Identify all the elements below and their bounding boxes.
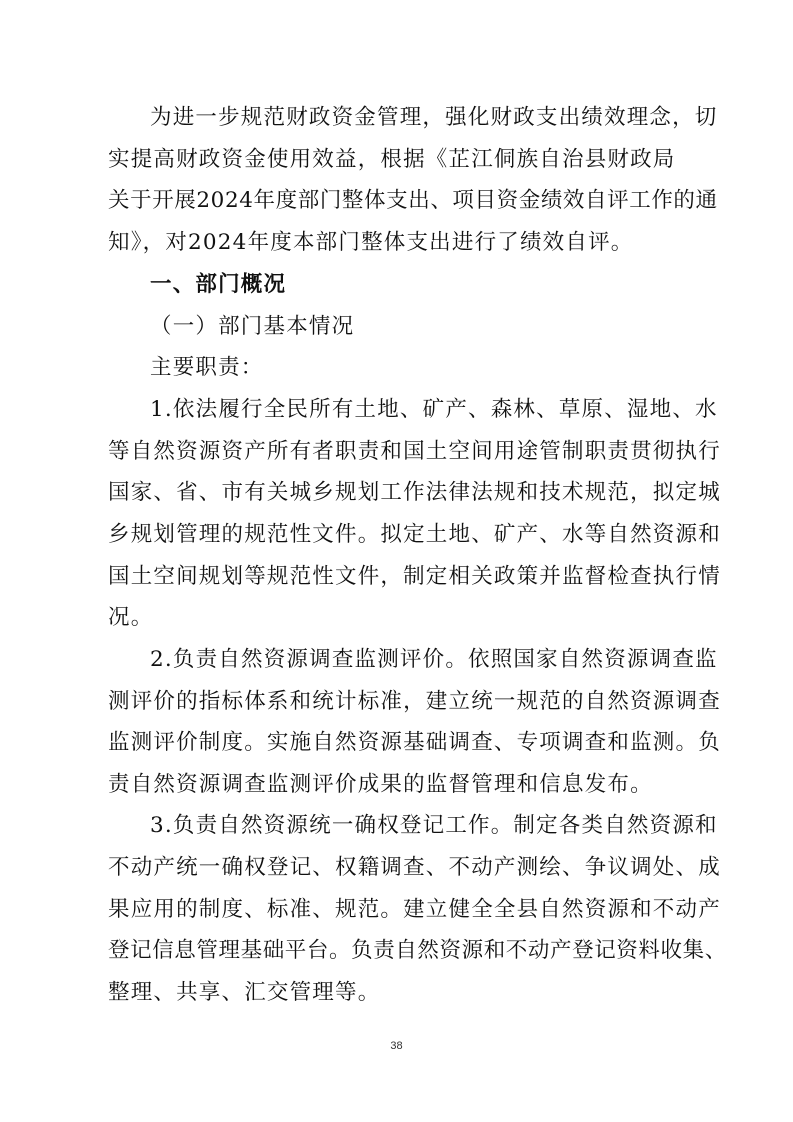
intro-line-2: 实提高财政资金使用效益，根据《芷江侗族自治县财政局 xyxy=(108,147,676,172)
item1-line-2: 等自然资源资产所有者职责和国土空间用途管制职责贯彻执行 xyxy=(108,439,721,464)
intro-line-1: 为进一步规范财政资金管理，强化财政支出绩效理念，切 xyxy=(150,105,718,130)
item1-line-5: 国土空间规划等规范性文件，制定相关政策并监督检查执行情 xyxy=(108,564,721,589)
item3-line-5: 整理、共享、汇交管理等。 xyxy=(108,980,381,1005)
item1-line-6: 况。 xyxy=(108,605,154,630)
duties-label: 主要职责： xyxy=(150,355,264,380)
page-number: 38 xyxy=(390,1040,403,1052)
item2-line-3: 监测评价制度。实施自然资源基础调查、专项调查和监测。负 xyxy=(108,730,721,755)
intro-line-3: 关于开展2024年度部门整体支出、项目资金绩效自评工作的通 xyxy=(108,188,718,213)
item3-line-4: 登记信息管理基础平台。负责自然资源和不动产登记资料收集、 xyxy=(108,938,727,963)
item1-line-3: 国家、省、市有关城乡规划工作法律法规和技术规范，拟定城 xyxy=(108,480,721,505)
section-heading: 一、部门概况 xyxy=(150,272,287,297)
item2-line-4: 责自然资源调查监测评价成果的监督管理和信息发布。 xyxy=(108,772,653,797)
item1-line-1: 1.依法履行全民所有土地、矿产、森林、草原、湿地、水 xyxy=(150,397,718,422)
item2-line-1: 2.负责自然资源调查监测评价。依照国家自然资源调查监 xyxy=(150,647,718,672)
item2-line-2: 测评价的指标体系和统计标准，建立统一规范的自然资源调查 xyxy=(108,689,721,714)
item1-line-4: 乡规划管理的规范性文件。拟定土地、矿产、水等自然资源和 xyxy=(108,522,721,547)
intro-line-4: 知》，对2024年度本部门整体支出进行了绩效自评。 xyxy=(108,230,634,255)
item3-line-3: 果应用的制度、标准、规范。建立健全全县自然资源和不动产 xyxy=(108,897,721,922)
item3-line-2: 不动产统一确权登记、权籍调查、不动产测绘、争议调处、成 xyxy=(108,855,721,880)
subsection-heading: （一）部门基本情况 xyxy=(150,314,355,339)
item3-line-1: 3.负责自然资源统一确权登记工作。制定各类自然资源和 xyxy=(150,813,718,838)
